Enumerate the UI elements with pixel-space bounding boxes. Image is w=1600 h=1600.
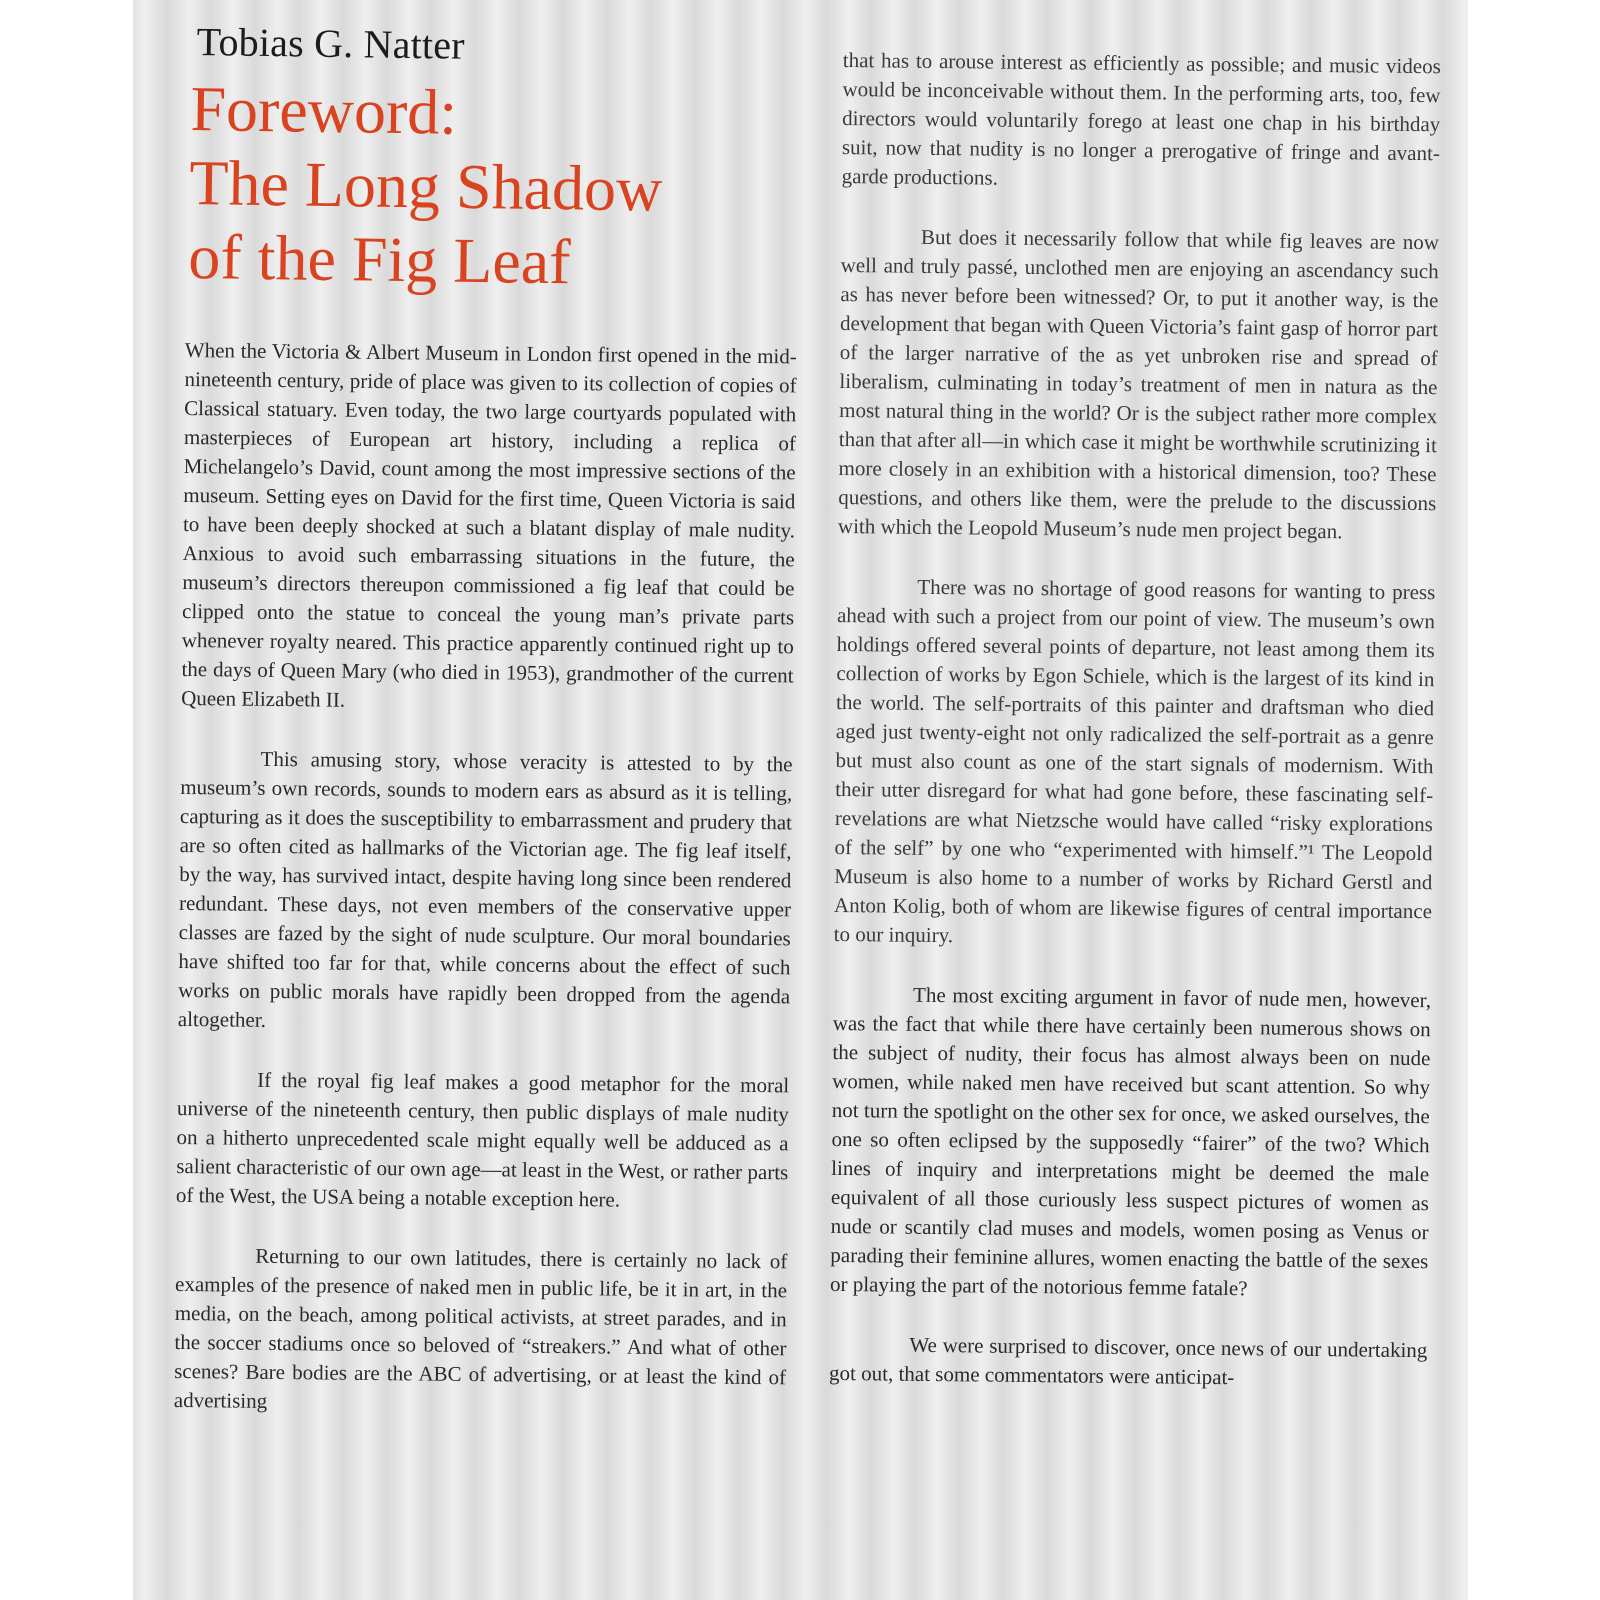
left-text-column: [173, 336, 797, 1452]
paragraph: This amusing story, whose veracity is attested to by the museum’s own records, sounds to modern ears as absurd as it is telling, capturing as it does the susceptibility to embarrassment and prudery that are so often cited as hallmarks of the Victorian age. The fig leaf itself, by the way, has survived intact, despite having long since been rendered redundant. These days, not even members of the conservative upper classes are fazed by the sight of nude sculpture. Our moral boundaries have shifted too far for that, while concerns about the effect of such works on public morals have rapidly been dropped from the agenda altogether.: [177, 746, 793, 1032]
paragraph: If the royal fig leaf makes a good metaphor for the moral universe of the nineteenth century, then public displays of male nudity on a hitherto unprecedented scale might equally well be adduced as a salient characteristic of our own age—at least in the West, or rather parts of the West, the USA being a notable exception here.: [175, 1067, 790, 1212]
title-line: The Long Shadow: [188, 146, 663, 225]
author-name: Tobias G. Natter: [196, 18, 466, 68]
paragraph: But does it necessarily follow that while fig leaves are now well and truly passé, unclothed men are enjoying an ascendancy such as has never before been witnessed? Or, to put it another way, is the development that began with Queen Victoria’s faint gasp of horror part of the larger narrative of the as yet unbroken rise and spread of liberalism, culminating in today’s treatment of men in natura as the most natural thing in the world? Or is the subject rather more complex than that after all—in which case it might be worthwhile scrutinizing it more closely in an exhibition with a historical dimension, too? These questions, and others like them, were the prelude to the discussions with which the Leopold Museum’s nude men project began.: [837, 224, 1440, 544]
paragraph: There was no shortage of good reasons for wanting to press ahead with such a project from our point of view. The museum’s own holdings offered several points of departure, not least among them its collection of works by Egon Schiele, which is the largest of its kind in the world. The self-portraits of this painter and draftsman who died aged just twenty-eight not only radicalized the self-portrait as a genre but must also count as one of the start signals of modernism. With their utter disregard for what had gone before, these fascinating self-revelations are what Nietzsche would have called “risky explorations of the self” by one who “experimented with himself.”¹ The Leopold Museum is also home to a number of works by Richard Gerstl and Anton Kolig, both of whom are likewise figures of central importance to our inquiry.: [833, 574, 1436, 948]
book-page: [133, 0, 1468, 1600]
paragraph: We were surprised to discover, once news of our undertaking got out, that some commentators were anticipat-: [828, 1332, 1428, 1390]
paragraph: Returning to our own latitudes, there is certainly no lack of examples of the presence of naked men in public life, be it in art, in the media, on the beach, among political activists, at street parades, and in the soccer stadiums once so beloved of “streakers.” And what of other scenes? Bare bodies are the ABC of advertising, or at least the kind of advertising: [173, 1243, 788, 1413]
title-line: of the Fig Leaf: [187, 220, 571, 298]
title-line: Foreword:: [189, 72, 458, 148]
right-text-column: [829, 46, 1441, 1425]
paragraph: When the Victoria & Albert Museum in London first opened in the mid-nineteenth century, pride of place was given to its collection of copies of Classical statuary. Even today, the two large courtyards populated with masterpieces of European art history, including a replica of Michelangelo’s David, count among the most impressive sections of the museum. Setting eyes on David for the first time, Queen Victoria is said to have been deeply shocked at such a blatant display of male nudity. Anxious to avoid such embarrassing situations in the future, the museum’s directors thereupon commissioned a fig leaf that could be clipped onto the statue to conceal the young man’s private parts whenever royalty neared. This practice apparently continued right up to the days of Queen Mary (who died in 1953), grandmother of the current Queen Elizabeth II.: [181, 337, 797, 712]
paragraph: that has to arouse interest as efficiently as possible; and music videos would be inconceivable without them. In the performing arts, too, few directors would voluntarily forego at least one chap in his birthday suit, now that nudity is no longer a prerogative of fringe and avant-garde productions.: [841, 47, 1441, 190]
page-title: [188, 72, 664, 301]
paragraph: The most exciting argument in favor of nude men, however, was the fact that while there have certainly been numerous shows on the subject of nudity, their focus has almost always been on nude women, while naked men have received but scant attention. So why not turn the spotlight on the other sex for once, we asked ourselves, the one so often eclipsed by the supposedly “fairer” of the two? Which lines of inquiry and interpretations might be deemed the male equivalent of all those curiously less suspect pictures of women as nude or scantily clad muses and models, women posing as Venus or parading their feminine allures, women enacting the battle of the sexes or playing the part of the notorious femme fatale?: [829, 982, 1432, 1301]
